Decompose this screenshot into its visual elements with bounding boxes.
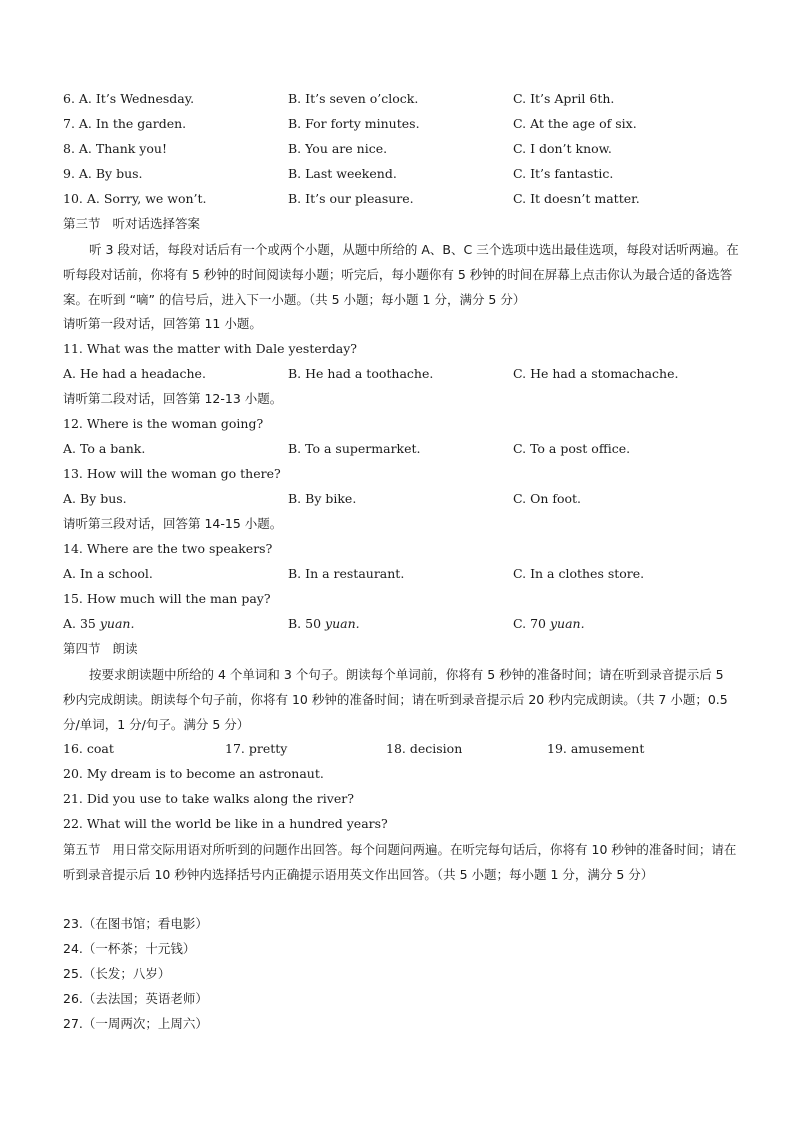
option-a: A. By bus. [63, 491, 127, 506]
response-item: 24.（一杯茶；十元钱） [63, 941, 196, 956]
option-c: C. To a post office. [513, 441, 631, 456]
option-a: A. To a bank. [63, 441, 146, 456]
section-3-heading [63, 216, 200, 232]
question-15-options [63, 616, 743, 632]
section-title: 听对话选择答案 [112, 216, 201, 231]
option-b: B. By bike. [288, 491, 357, 506]
section-label: 第四节 [63, 641, 101, 656]
question-11: 11. What was the matter with Dale yesterday? [63, 341, 357, 356]
dialog-1-prompt: 请听第一段对话，回答第 11 小题。 [63, 316, 262, 331]
section-5-heading [63, 837, 739, 887]
sentence-item: 20. My dream is to become an astronaut. [63, 766, 324, 781]
option-b: B. To a supermarket. [288, 441, 421, 456]
option-a: 10. A. Sorry, we won’t. [63, 191, 207, 206]
question-10-options [63, 191, 743, 207]
currency-unit: yuan. [549, 616, 585, 631]
option-b: B. It’s our pleasure. [288, 191, 414, 206]
response-item: 23.（在图书馆；看电影） [63, 916, 208, 931]
word-list [63, 741, 743, 757]
section-4-instructions: 按要求朗读题中所给的 4 个单词和 3 个句子。朗读每个单词前，你将有 5 秒钟的准备时间；请在听到录音提示后 5 秒内完成朗读。朗读每个句子前，你将有 10 秒钟的准备时间；请在听到录音提示后 20 秒内完成朗读。（共 7 小题；0.5 分/单词，1 分/句子。满分 5 分） [63, 667, 728, 732]
word-item: 18. decision [386, 741, 463, 756]
option-c: C. It doesn’t matter. [513, 191, 640, 206]
option-c-amount: C. 70 [513, 616, 550, 631]
question-14: 14. Where are the two speakers? [63, 541, 273, 556]
currency-unit: yuan. [99, 616, 135, 631]
option-b [288, 616, 360, 632]
section-label: 第三节 [63, 216, 101, 231]
section-3-instructions: 听 3 段对话，每段对话后有一个或两个小题，从题中所给的 A、B、C 三个选项中选出最佳选项，每段对话听两遍。在听每段对话前，你将有 5 秒钟的时间阅读每小题；听完后，每小题你有 5 秒钟的时间在屏幕上点击你认为最合适的备选答案。在听到 “嘀” 的信号后，进入下一小题。（共 5 小题；每小题 1 分，满分 5 分） [63, 242, 739, 307]
sentence-item: 21. Did you use to take walks along the river? [63, 791, 354, 806]
option-c: C. It’s April 6th. [513, 91, 615, 106]
response-item: 26.（去法国；英语老师） [63, 991, 208, 1006]
option-c: C. I don’t know. [513, 141, 612, 156]
question-12-options [63, 441, 743, 457]
question-12: 12. Where is the woman going? [63, 416, 264, 431]
section-title: 朗读 [112, 641, 138, 656]
option-a: 9. A. By bus. [63, 166, 143, 181]
word-item: 16. coat [63, 741, 114, 756]
option-c [513, 616, 585, 632]
word-item: 17. pretty [225, 741, 288, 756]
option-b: B. Last weekend. [288, 166, 397, 181]
option-a: 6. A. It’s Wednesday. [63, 91, 195, 106]
option-b: B. In a restaurant. [288, 566, 405, 581]
option-a-amount: A. 35 [63, 616, 100, 631]
question-13-options [63, 491, 743, 507]
option-c: C. On foot. [513, 491, 582, 506]
option-b: B. For forty minutes. [288, 116, 420, 131]
question-13: 13. How will the woman go there? [63, 466, 281, 481]
response-item: 25.（长发；八岁） [63, 966, 171, 981]
section-label: 第五节 [63, 842, 101, 857]
question-9-options [63, 166, 743, 182]
option-b: B. It’s seven o’clock. [288, 91, 419, 106]
option-b: B. You are nice. [288, 141, 388, 156]
question-8-options [63, 141, 743, 157]
option-b-amount: B. 50 [288, 616, 326, 631]
question-15: 15. How much will the man pay? [63, 591, 271, 606]
currency-unit: yuan. [325, 616, 360, 631]
option-b: B. He had a toothache. [288, 366, 434, 381]
question-6-options [63, 91, 743, 107]
section-4-heading [63, 641, 138, 657]
question-14-options [63, 566, 743, 582]
option-c: C. In a clothes store. [513, 566, 645, 581]
option-c: C. He had a stomachache. [513, 366, 679, 381]
section-title: 用日常交际用语对所听到的问题作出回答。 [112, 842, 351, 857]
option-a: A. He had a headache. [63, 366, 206, 381]
option-a: A. In a school. [63, 566, 153, 581]
dialog-3-prompt: 请听第三段对话，回答第 14-15 小题。 [63, 516, 283, 531]
word-item: 19. amusement [547, 741, 645, 756]
section-5-instructions: 每个问题问两遍。在听完每句话后，你将有 10 秒钟的准备时间；请在听到录音提示后 10 秒钟内选择括号内正确提示语用英文作出回答。（共 5 小题；每小题 1 分，满分 5 分） [63, 842, 737, 882]
question-7-options [63, 116, 743, 132]
question-11-options [63, 366, 743, 382]
response-item: 27.（一周两次；上周六） [63, 1016, 208, 1031]
sentence-item: 22. What will the world be like in a hundred years? [63, 816, 388, 831]
dialog-2-prompt: 请听第二段对话，回答第 12-13 小题。 [63, 391, 283, 406]
option-a: 8. A. Thank you! [63, 141, 167, 156]
option-c: C. At the age of six. [513, 116, 637, 131]
option-a: 7. A. In the garden. [63, 116, 187, 131]
option-c: C. It’s fantastic. [513, 166, 614, 181]
option-a [63, 616, 134, 632]
